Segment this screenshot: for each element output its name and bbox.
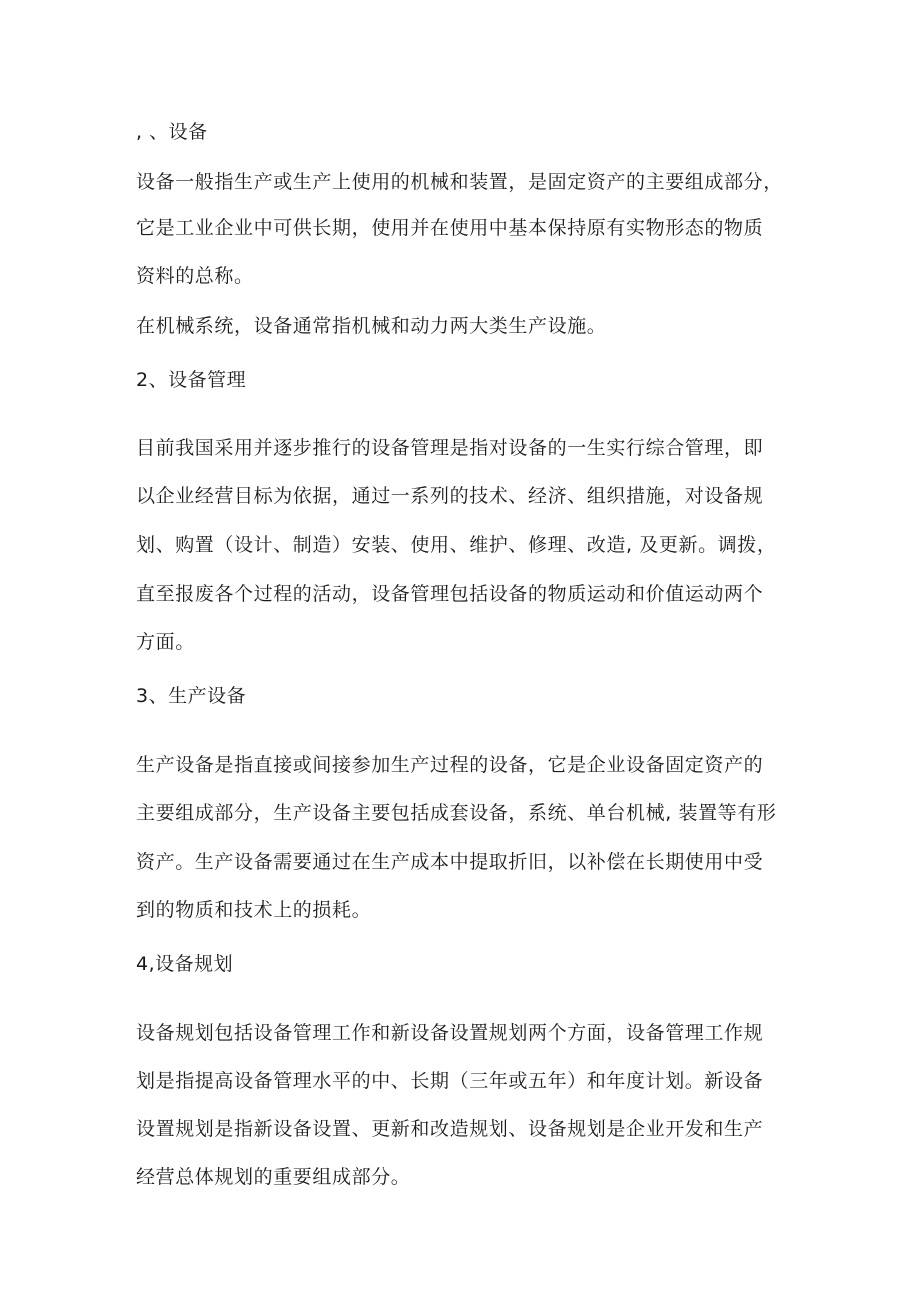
section-4-para-1-line-1: 设备规划包括设备管理工作和新设备设置规划两个方面，设备管理工作规 (136, 1022, 764, 1044)
section-1-para-1-line-1: 设备一般指生产或生产上使用的机械和装置，是固定资产的主要组成部分， (136, 171, 783, 193)
section-4-para-1-line-4: 经营总体规划的重要组成部分。 (136, 1166, 411, 1188)
section-1-para-1-line-2: 它是工业企业中可供长期，使用并在使用中基本保持原有实物形态的物质 (136, 217, 764, 239)
section-2-para-1-line-3: 划、购置（设计、制造）安装、使用、维护、修理、改造, 及更新。调拨， (136, 534, 777, 556)
section-1-heading: , 、设备 (136, 121, 208, 143)
section-2-para-1-line-4: 直至报废各个过程的活动，设备管理包括设备的物质运动和价值运动两个 (136, 583, 764, 605)
section-2-heading: 2、设备管理 (136, 369, 247, 391)
section-1-para-2-line-1: 在机械系统，设备通常指机械和动力两大类生产设施。 (136, 315, 607, 337)
section-3-para-1-line-4: 到的物质和技术上的损耗。 (136, 899, 372, 921)
section-2-para-1-line-1: 目前我国采用并逐步推行的设备管理是指对设备的一生实行综合管理，即 (136, 437, 764, 459)
section-4-para-1-line-2: 划是指提高设备管理水平的中、长期（三年或五年）和年度计划。新设备 (136, 1070, 764, 1092)
section-2-para-1-line-5: 方面。 (136, 631, 195, 653)
section-4-heading: 4,设备规划 (136, 953, 234, 975)
section-3-para-1-line-1: 生产设备是指直接或间接参加生产过程的设备，它是企业设备固定资产的 (136, 754, 764, 776)
section-4-para-1-line-3: 设置规划是指新设备设置、更新和改造规划、设备规划是企业开发和生产 (136, 1118, 764, 1140)
section-2-para-1-line-2: 以企业经营目标为依据，通过一系列的技术、经济、组织措施，对设备规 (136, 485, 764, 507)
section-1-para-1-line-3: 资料的总称。 (136, 265, 254, 287)
section-3-para-1-line-2: 主要组成部分，生产设备主要包括成套设备，系统、单台机械, 装置等有形 (136, 802, 777, 824)
section-3-para-1-line-3: 资产。生产设备需要通过在生产成本中提取折旧，以补偿在长期使用中受 (136, 851, 764, 873)
section-3-heading: 3、生产设备 (136, 685, 247, 707)
